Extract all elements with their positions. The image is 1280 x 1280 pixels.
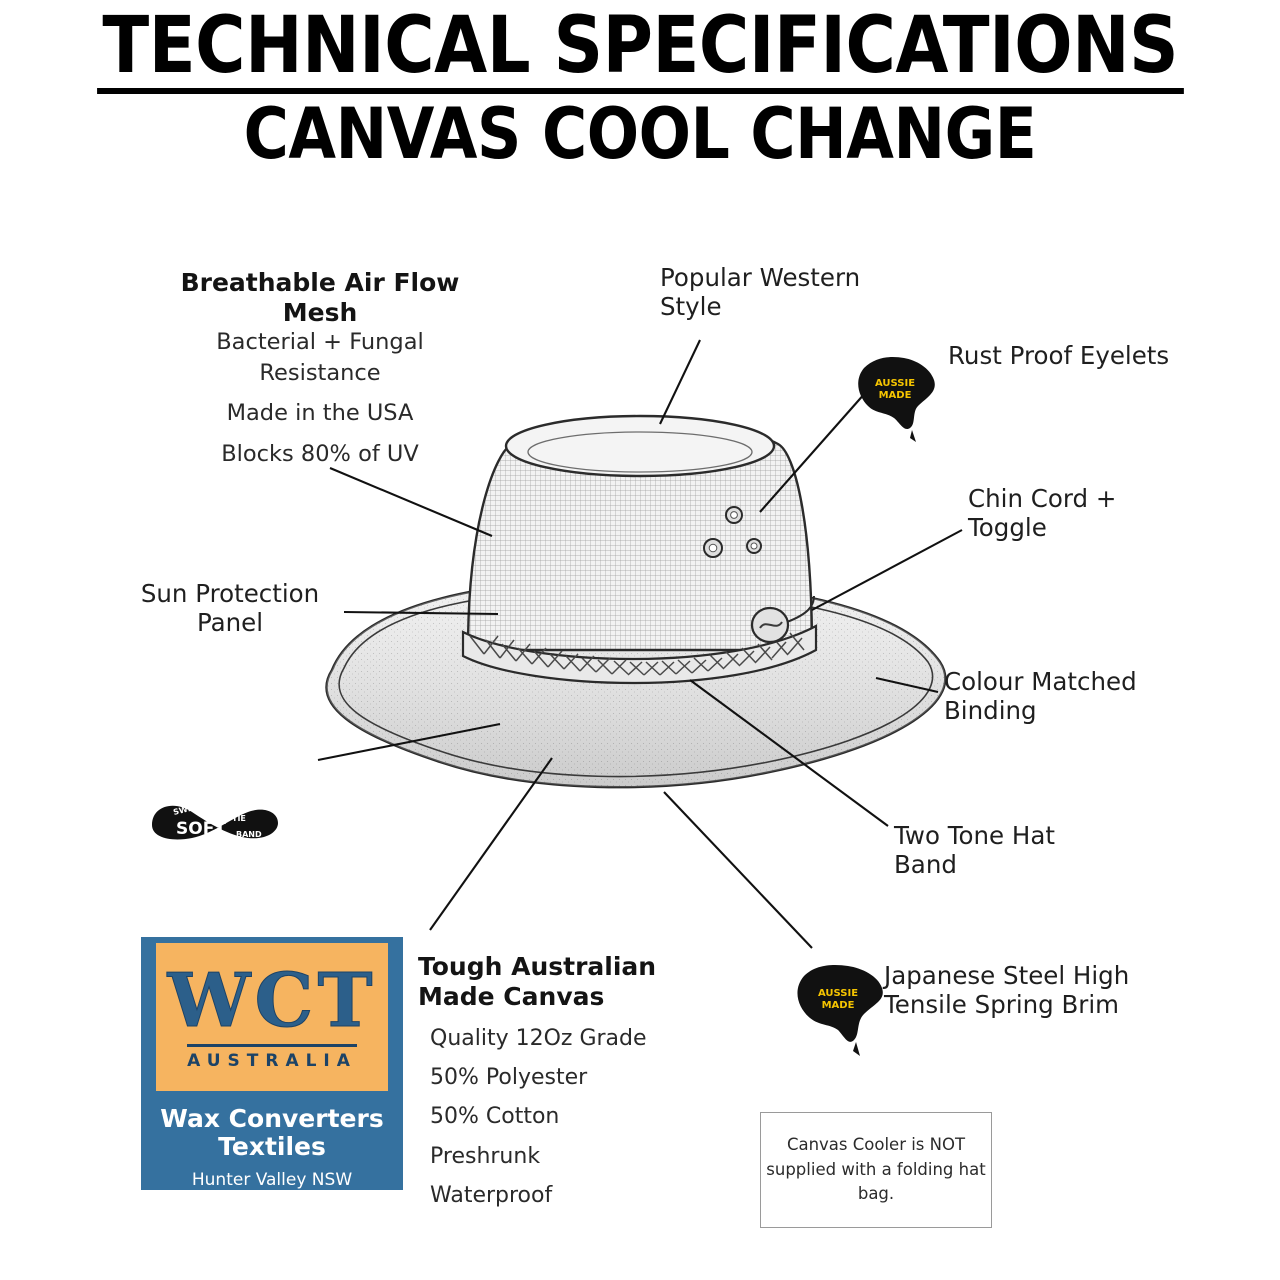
callout-heading: Breathable Air Flow Mesh [180, 268, 460, 327]
callout-line: Preshrunk [430, 1143, 541, 1169]
callout-heading: Colour Matched Binding [944, 667, 1137, 725]
aussie-badge-line1: AUSSIE [817, 988, 859, 999]
aussie-made-badge-top [846, 338, 944, 448]
callout-heading: Popular Western Style [660, 263, 861, 321]
wct-logo-country: AUSTRALIA [187, 1044, 357, 1071]
softie-main-word: SOFT [176, 819, 226, 839]
softie-band-logo [140, 790, 300, 860]
callout-line: Made in the USA [226, 400, 414, 427]
callout-breathable-mesh [170, 268, 470, 469]
wct-logo-letters: WCT [167, 957, 377, 1044]
callout-line: 50% Polyester [430, 1065, 588, 1091]
callout-line: Waterproof [430, 1182, 553, 1208]
wct-logo-name: Wax Converters Textiles [160, 1104, 384, 1161]
aussie-badge-line2: MADE [878, 390, 912, 401]
callout-rust-proof-eyelets [948, 342, 1178, 371]
aussie-badge-line1: AUSSIE [874, 378, 916, 389]
page-title-main: TECHNICAL SPECIFICATIONS [97, 8, 1183, 94]
callout-two-tone-hat-band [894, 822, 1114, 880]
wct-logo-region: Hunter Valley NSW [191, 1170, 353, 1190]
callout-line: Blocks 80% of UV [221, 440, 419, 467]
callout-heading: Rust Proof Eyelets [948, 341, 1170, 370]
callout-heading: Chin Cord + Toggle [968, 484, 1117, 542]
callout-sun-protection [110, 580, 350, 638]
note-box [760, 1112, 992, 1228]
wct-logo-badge [156, 943, 388, 1091]
callout-western-style [660, 264, 900, 322]
callout-line: 50% Cotton [430, 1104, 560, 1130]
callout-chin-cord [968, 485, 1168, 543]
softie-mid-word: TIE [232, 814, 246, 823]
aussie-made-badge-bottom [786, 948, 892, 1060]
callout-tough-canvas [418, 952, 708, 1211]
callout-line: Bacterial + Fungal Resistance [216, 329, 424, 386]
callout-heading: Japanese Steel High Tensile Spring Brim [884, 961, 1130, 1019]
callout-colour-matched-binding [944, 668, 1194, 726]
page-title [0, 1, 1280, 176]
callout-spring-brim [884, 962, 1184, 1020]
softie-bottom-word: BAND [236, 830, 262, 839]
callout-heading: Two Tone Hat Band [894, 821, 1055, 879]
callout-line: Quality 12Oz Grade [430, 1026, 647, 1051]
note-text: Canvas Cooler is NOT supplied with a folding hat bag. [766, 1134, 986, 1204]
softie-top-word: SWEAT [172, 800, 205, 817]
page-title-sub: CANVAS COOL CHANGE [243, 93, 1037, 176]
callout-heading: Sun Protection Panel [140, 579, 320, 637]
aussie-badge-line2: MADE [821, 1000, 855, 1011]
callout-heading: Tough Australian Made Canvas [418, 952, 657, 1011]
wct-logo [141, 937, 403, 1190]
